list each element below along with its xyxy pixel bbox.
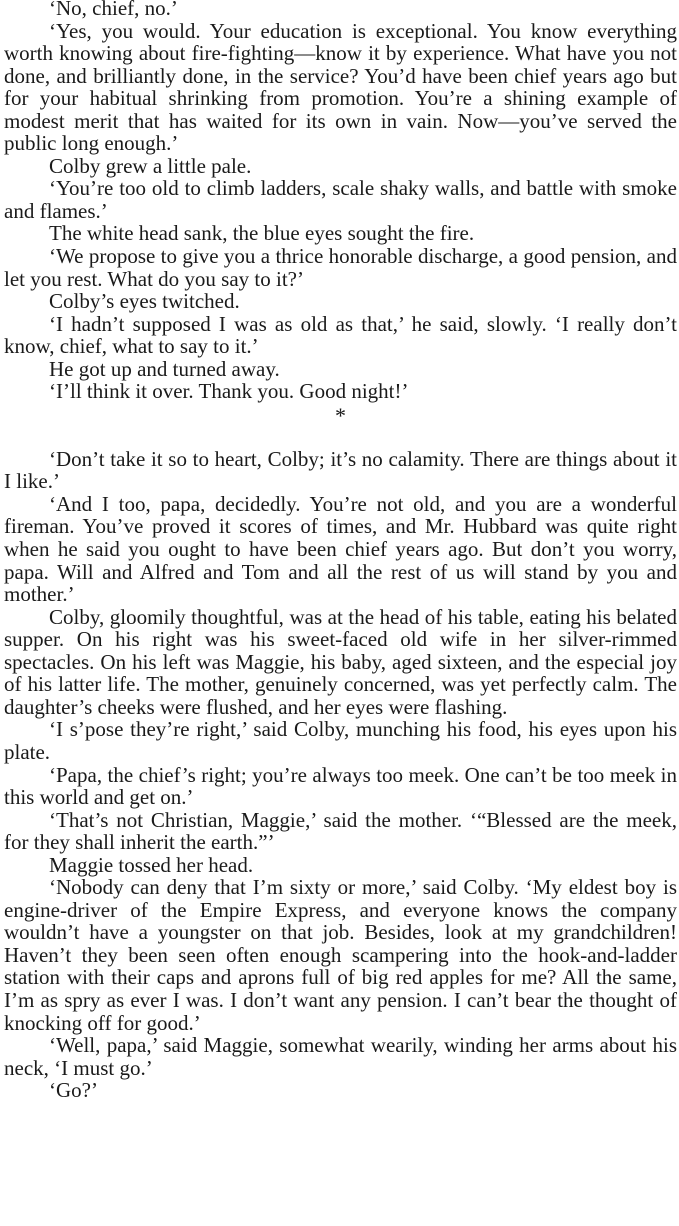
paragraph: Colby grew a little pale.: [49, 153, 252, 178]
paragraph: The white head sank, the blue eyes sought the fire.: [49, 221, 475, 246]
paragraph: ‘Don’t take it so to heart, Colby; it’s no calamity. There are things about it I like.’: [4, 446, 677, 494]
paragraph: ‘Papa, the chief’s right; you’re always too meek. One can’t be too meek in this world and get on.’: [4, 762, 677, 810]
paragraph: ‘Go?’: [49, 1078, 98, 1103]
section-two: [4, 448, 677, 1102]
paragraph: ‘Well, papa,’ said Maggie, somewhat wearily, winding her arms about his neck, ‘I must go.’: [4, 1033, 677, 1080]
paragraph: ‘No, chief, no.’: [49, 0, 178, 20]
paragraph: ‘We propose to give you a thrice honorable discharge, a good pension, and let you rest. What do you say to it?’: [4, 244, 677, 291]
paragraph: ‘That’s not Christian, Maggie,’ said the mother. ‘“Blessed are the meek, for they shall inherit the earth.”’: [4, 807, 677, 855]
paragraph: Maggie tossed her head.: [49, 852, 254, 877]
paragraph: ‘Yes, you would. Your education is exceptional. You know everything worth knowing about fire-fighting—know it by experience. What have you not done, and brilliantly done, in the service? You’d have been chief years ago but for your habitual shrinking from promotion. You’re a shining example of modest merit that has waited for its own in vain. Now—you’ve served the public long enough.’: [4, 18, 677, 156]
paragraph: Colby, gloomily thoughtful, was at the head of his table, eating his belated supper. On his right was his sweet-faced old wife in her silver-rimmed spectacles. On his left was Maggie, his baby, aged sixteen, and the especial joy of his latter life. The mother, genuinely concerned, was yet perfectly calm. The daughter’s cheeks were flushed, and her eyes were flashing.: [4, 604, 677, 719]
section-one: [4, 0, 677, 403]
paragraph: He got up and turned away.: [49, 356, 280, 381]
paragraph: ‘I’ll think it over. Thank you. Good night!’: [49, 379, 409, 404]
paragraph: ‘I hadn’t supposed I was as old as that,’ he said, slowly. ‘I really don’t know, chief, what to say to it.’: [4, 311, 677, 359]
paragraph: ‘You’re too old to climb ladders, scale shaky walls, and battle with smoke and flames.’: [4, 176, 677, 223]
paragraph: Colby’s eyes twitched.: [49, 289, 240, 314]
section-separator: *: [335, 402, 346, 428]
paragraph: ‘And I too, papa, decidedly. You’re not old, and you are a wonderful fireman. You’ve proved it scores of times, and Mr. Hubbard was quite right when he said you ought to have been chief years ago. But don’t you worry, papa. Will and Alfred and Tom and all the rest of us will stand by you and mother.’: [4, 491, 677, 607]
paragraph: ‘I s’pose they’re right,’ said Colby, munching his food, his eyes upon his plate.: [4, 717, 677, 764]
paragraph: ‘Nobody can deny that I’m sixty or more,’ said Colby. ‘My eldest boy is engine-driver of the Empire Express, and everyone knows the company wouldn’t have a youngster on that job. Besides, look at my grandchildren! Haven’t they been seen often enough scampering into the hook-and-ladder station with their caps and aprons full of big red apples for me? All the same, I’m as spry as ever I was. I don’t want any pension. I can’t bear the thought of knocking off for good.’: [4, 875, 677, 1035]
